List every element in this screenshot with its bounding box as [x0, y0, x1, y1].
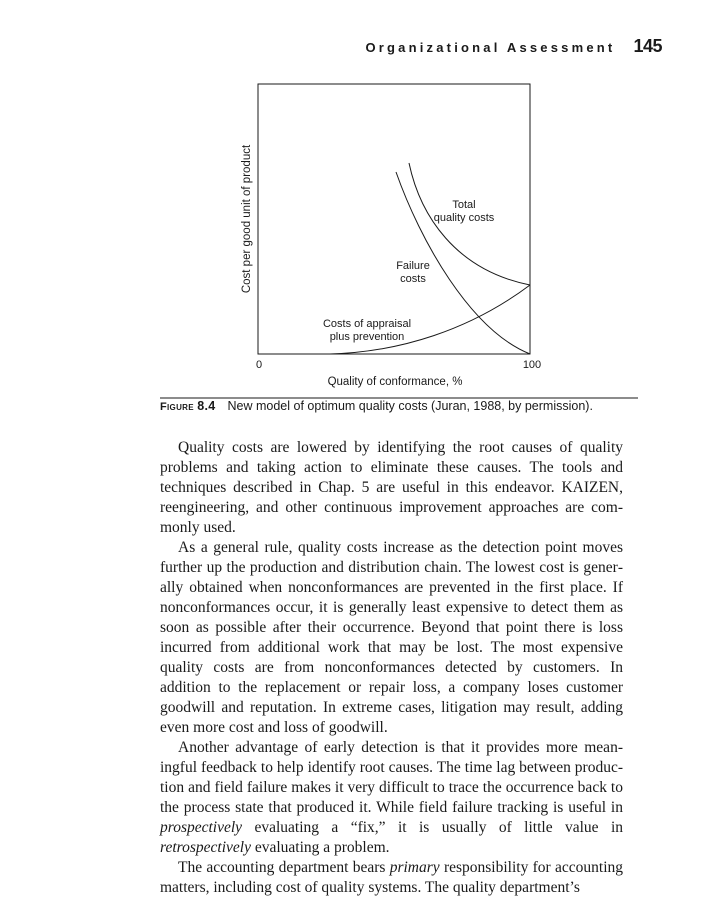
p3-emphasis-retrospectively: retrospectively	[160, 839, 251, 856]
p3-text-a: Another advantage of early detection is that it provides more meaningful feedback to help identify root causes. The time lag between production and field failure makes it very difficult to trace the occurrence back to the process state that produced it. While field failure tracking is useful in	[160, 739, 623, 816]
failure-costs-label	[396, 260, 430, 285]
body-text	[160, 438, 623, 898]
lbl-appraisal-line-1: Costs of appraisal	[322, 318, 412, 330]
p4-emphasis-primary: primary	[389, 859, 440, 876]
caption-text: New model of optimum quality costs (Juran, 1988, by permission).	[227, 399, 593, 413]
p4-text-a: The accounting department bears	[178, 859, 386, 876]
lbl-total-line-2: quality costs	[433, 212, 495, 224]
paragraph-1: Quality costs are lowered by identifying the root causes of quality problems and taking action to eliminate these causes. The tools and techniques described in Chap. 5 are useful in this endeavor. KAIZEN, reengineering, and other continuous improvement approaches are commonly used.	[160, 439, 623, 536]
p3-text-b: evaluating a “fix,” it is usually of little value in	[254, 819, 624, 836]
figure-label	[160, 401, 216, 413]
x-tick-label-100: 100	[522, 359, 542, 371]
paragraph-4	[160, 858, 623, 898]
p4-text-b: responsibility for accounting matters, including cost of quality systems. The quality department’s	[160, 859, 624, 896]
y-axis-label: Cost per good unit of product	[241, 144, 253, 294]
x-tick-label-0: 0	[255, 359, 263, 371]
figure-caption	[160, 399, 638, 413]
lbl-failure-line-2: costs	[400, 273, 426, 285]
lbl-appraisal-line-2: plus prevention	[329, 331, 405, 343]
paragraph-2: As a general rule, quality costs increase as the detection point moves further up the production and distribution chain. The lowest cost is generally obtained when nonconformances are prevented in the first place. If nonconformances occur, it is generally least expensive to detect them as soon as possible after their occurrence. Beyond that point there is loss incurred from additional work that may be lost. The most expensive quality costs are from nonconformances detected by customers. In addition to the replacement or repair loss, a company loses customer goodwill and reputation. In extreme cases, litigation may result, adding even more cost and loss of goodwill.	[160, 539, 623, 736]
running-title: Organizational Assessment	[365, 40, 616, 55]
page-number: 145	[633, 36, 662, 56]
quality-cost-chart	[0, 0, 715, 420]
figure-word: Figure	[160, 401, 194, 413]
p3-emphasis-prospectively: prospectively	[160, 819, 243, 836]
appraisal-prevention-label	[323, 318, 411, 343]
total-quality-costs-label	[434, 199, 495, 224]
paragraph-3	[160, 738, 623, 858]
lbl-total-line-1: Total	[452, 199, 476, 211]
x-axis-label: Quality of conformance, %	[327, 376, 463, 388]
p3-text-c: evaluating a problem.	[254, 839, 390, 856]
figure-number: 8.4	[197, 399, 216, 413]
lbl-failure-line-1: Failure	[396, 260, 430, 272]
